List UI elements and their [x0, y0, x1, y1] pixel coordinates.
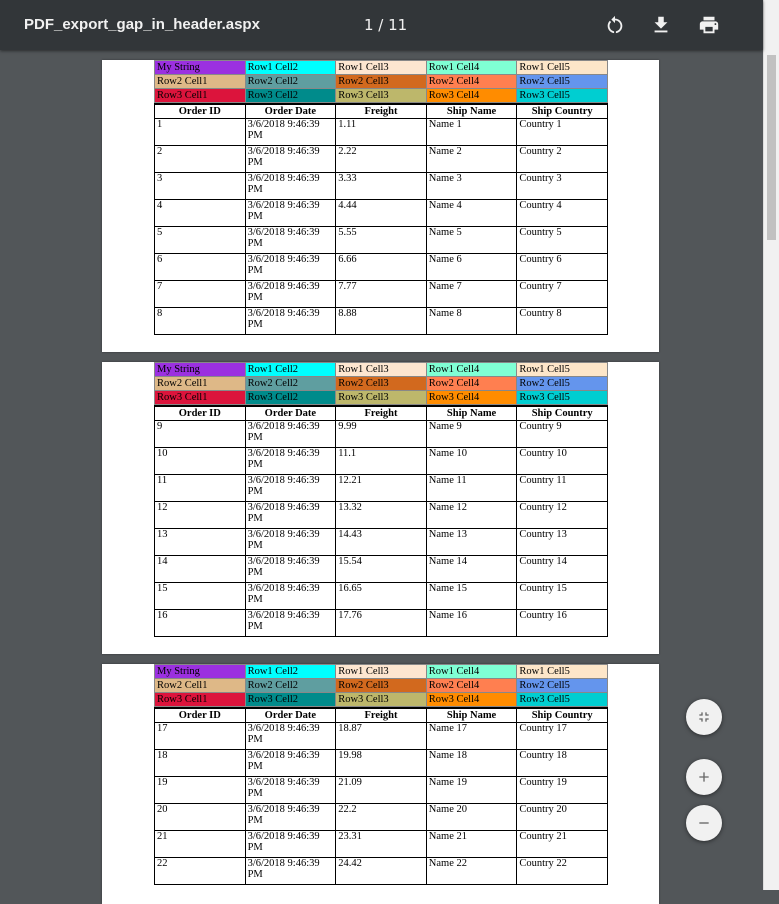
freight-cell: 3.33	[336, 173, 427, 200]
freight-cell: 12.21	[336, 475, 427, 502]
pdf-toolbar	[0, 0, 763, 50]
order-date-cell	[245, 200, 336, 227]
header-cell: Row2 Cell5	[517, 377, 608, 391]
order-date-ampm: PM	[247, 486, 263, 497]
ship-country-cell: Country 3	[517, 173, 608, 200]
ship-country-cell: Country 5	[517, 227, 608, 254]
order-id-cell: 12	[155, 502, 246, 529]
order-date-text: 3/6/2018 9:46:39	[247, 448, 320, 459]
ship-name-cell: Name 19	[426, 777, 517, 804]
ship-name-cell: Name 20	[426, 804, 517, 831]
freight-cell: 18.87	[336, 723, 427, 750]
ship-name-cell: Name 2	[426, 146, 517, 173]
header-cell: Row2 Cell3	[336, 679, 427, 693]
freight-cell: 23.31	[336, 831, 427, 858]
freight-cell: 7.77	[336, 281, 427, 308]
table-row	[155, 308, 608, 335]
order-id-cell: 4	[155, 200, 246, 227]
ship-country-cell: Country 13	[517, 529, 608, 556]
ship-country-cell: Country 10	[517, 448, 608, 475]
vertical-scrollbar[interactable]	[763, 0, 779, 890]
table-header-row	[155, 104, 608, 119]
fit-to-page-icon[interactable]	[686, 699, 722, 735]
order-date-cell	[245, 475, 336, 502]
ship-country-cell: Country 9	[517, 421, 608, 448]
order-date-ampm: PM	[247, 211, 263, 222]
order-date-cell	[245, 858, 336, 885]
ship-name-cell: Name 18	[426, 750, 517, 777]
table-row	[155, 448, 608, 475]
zoom-out-icon[interactable]	[686, 805, 722, 841]
order-date-ampm: PM	[247, 157, 263, 168]
freight-cell: 2.22	[336, 146, 427, 173]
ship-name-cell: Name 10	[426, 448, 517, 475]
header-row	[155, 665, 608, 679]
table-row	[155, 723, 608, 750]
order-date-ampm: PM	[247, 130, 263, 141]
order-date-cell	[245, 146, 336, 173]
header-cell: Row1 Cell4	[426, 665, 517, 679]
table-row	[155, 502, 608, 529]
header-cell: Row3 Cell2	[245, 693, 336, 707]
order-date-cell	[245, 502, 336, 529]
freight-cell: 15.54	[336, 556, 427, 583]
page-content	[154, 664, 608, 885]
order-id-cell: 8	[155, 308, 246, 335]
freight-cell: 16.65	[336, 583, 427, 610]
header-cell: Row1 Cell4	[426, 363, 517, 377]
colored-header-table	[154, 362, 608, 405]
order-date-text: 3/6/2018 9:46:39	[247, 831, 320, 842]
header-cell: Row1 Cell5	[517, 363, 608, 377]
ship-country-cell: Country 18	[517, 750, 608, 777]
ship-country-cell: Country 21	[517, 831, 608, 858]
order-date-text: 3/6/2018 9:46:39	[247, 281, 320, 292]
order-date-cell	[245, 723, 336, 750]
ship-country-cell: Country 4	[517, 200, 608, 227]
order-date-cell	[245, 421, 336, 448]
table-header-row	[155, 708, 608, 723]
table-row	[155, 475, 608, 502]
freight-cell: 5.55	[336, 227, 427, 254]
table-row	[155, 804, 608, 831]
table-row	[155, 831, 608, 858]
ship-name-cell: Name 4	[426, 200, 517, 227]
column-header: Order ID	[155, 708, 246, 723]
ship-country-cell: Country 17	[517, 723, 608, 750]
order-date-ampm: PM	[247, 265, 263, 276]
order-date-cell	[245, 529, 336, 556]
order-id-cell: 18	[155, 750, 246, 777]
order-date-ampm: PM	[247, 292, 263, 303]
orders-table	[154, 103, 608, 335]
freight-cell: 11.1	[336, 448, 427, 475]
order-id-cell: 1	[155, 119, 246, 146]
order-date-ampm: PM	[247, 815, 263, 826]
order-date-ampm: PM	[247, 238, 263, 249]
download-icon[interactable]	[650, 14, 672, 36]
ship-name-cell: Name 11	[426, 475, 517, 502]
freight-cell: 1.11	[336, 119, 427, 146]
header-cell: Row2 Cell2	[245, 679, 336, 693]
page-content	[154, 362, 608, 637]
print-icon[interactable]	[698, 14, 720, 36]
order-date-ampm: PM	[247, 459, 263, 470]
order-id-cell: 3	[155, 173, 246, 200]
table-row	[155, 281, 608, 308]
header-cell: My String	[155, 61, 246, 75]
table-row	[155, 529, 608, 556]
table-header-row	[155, 406, 608, 421]
header-cell: Row3 Cell5	[517, 89, 608, 103]
table-row	[155, 610, 608, 637]
orders-table	[154, 405, 608, 637]
table-row	[155, 777, 608, 804]
ship-name-cell: Name 5	[426, 227, 517, 254]
ship-name-cell: Name 14	[426, 556, 517, 583]
order-date-text: 3/6/2018 9:46:39	[247, 858, 320, 869]
order-date-cell	[245, 610, 336, 637]
order-date-text: 3/6/2018 9:46:39	[247, 777, 320, 788]
order-id-cell: 19	[155, 777, 246, 804]
order-date-cell	[245, 119, 336, 146]
order-date-text: 3/6/2018 9:46:39	[247, 173, 320, 184]
order-date-text: 3/6/2018 9:46:39	[247, 475, 320, 486]
header-cell: Row3 Cell5	[517, 391, 608, 405]
order-date-ampm: PM	[247, 540, 263, 551]
order-id-cell: 17	[155, 723, 246, 750]
ship-country-cell: Country 19	[517, 777, 608, 804]
order-date-text: 3/6/2018 9:46:39	[247, 529, 320, 540]
column-header: Order Date	[245, 708, 336, 723]
order-date-text: 3/6/2018 9:46:39	[247, 502, 320, 513]
header-cell: Row2 Cell3	[336, 75, 427, 89]
header-cell: Row2 Cell2	[245, 75, 336, 89]
ship-country-cell: Country 6	[517, 254, 608, 281]
pdf-page	[102, 664, 659, 904]
header-row	[155, 363, 608, 377]
colored-header-table	[154, 60, 608, 103]
order-id-cell: 16	[155, 610, 246, 637]
page-indicator: 1 / 11	[364, 16, 408, 34]
order-date-cell	[245, 308, 336, 335]
freight-cell: 8.88	[336, 308, 427, 335]
table-row	[155, 583, 608, 610]
ship-name-cell: Name 8	[426, 308, 517, 335]
header-cell: My String	[155, 665, 246, 679]
order-date-text: 3/6/2018 9:46:39	[247, 804, 320, 815]
scrollbar-thumb[interactable]	[767, 55, 776, 240]
table-row	[155, 146, 608, 173]
order-date-ampm: PM	[247, 842, 263, 853]
ship-name-cell: Name 6	[426, 254, 517, 281]
header-cell: Row1 Cell2	[245, 665, 336, 679]
order-date-ampm: PM	[247, 788, 263, 799]
order-date-cell	[245, 448, 336, 475]
freight-cell: 14.43	[336, 529, 427, 556]
ship-name-cell: Name 3	[426, 173, 517, 200]
header-cell: Row3 Cell3	[336, 89, 427, 103]
freight-cell: 9.99	[336, 421, 427, 448]
order-id-cell: 6	[155, 254, 246, 281]
freight-cell: 6.66	[336, 254, 427, 281]
header-row	[155, 75, 608, 89]
column-header: Freight	[336, 708, 427, 723]
column-header: Ship Name	[426, 708, 517, 723]
header-cell: Row2 Cell5	[517, 679, 608, 693]
ship-name-cell: Name 7	[426, 281, 517, 308]
ship-name-cell: Name 16	[426, 610, 517, 637]
column-header: Ship Name	[426, 406, 517, 421]
header-cell: Row1 Cell5	[517, 61, 608, 75]
header-cell: Row3 Cell3	[336, 693, 427, 707]
header-cell: Row3 Cell3	[336, 391, 427, 405]
header-row	[155, 679, 608, 693]
order-date-cell	[245, 750, 336, 777]
freight-cell: 21.09	[336, 777, 427, 804]
order-date-cell	[245, 173, 336, 200]
ship-country-cell: Country 22	[517, 858, 608, 885]
order-date-ampm: PM	[247, 319, 263, 330]
header-cell: Row3 Cell4	[426, 89, 517, 103]
order-date-text: 3/6/2018 9:46:39	[247, 227, 320, 238]
header-cell: Row2 Cell3	[336, 377, 427, 391]
order-date-ampm: PM	[247, 734, 263, 745]
header-cell: Row2 Cell4	[426, 75, 517, 89]
rotate-icon[interactable]	[604, 14, 626, 36]
column-header: Order Date	[245, 104, 336, 119]
header-cell: Row2 Cell5	[517, 75, 608, 89]
table-row	[155, 119, 608, 146]
ship-name-cell: Name 1	[426, 119, 517, 146]
ship-name-cell: Name 22	[426, 858, 517, 885]
ship-country-cell: Country 8	[517, 308, 608, 335]
table-row	[155, 254, 608, 281]
orders-table	[154, 707, 608, 885]
header-row	[155, 61, 608, 75]
order-date-text: 3/6/2018 9:46:39	[247, 308, 320, 319]
column-header: Freight	[336, 104, 427, 119]
order-id-cell: 5	[155, 227, 246, 254]
freight-cell: 4.44	[336, 200, 427, 227]
order-id-cell: 21	[155, 831, 246, 858]
column-header: Ship Country	[517, 406, 608, 421]
order-id-cell: 10	[155, 448, 246, 475]
table-row	[155, 750, 608, 777]
ship-country-cell: Country 7	[517, 281, 608, 308]
order-date-cell	[245, 281, 336, 308]
order-date-ampm: PM	[247, 567, 263, 578]
ship-country-cell: Country 15	[517, 583, 608, 610]
order-date-text: 3/6/2018 9:46:39	[247, 254, 320, 265]
order-date-cell	[245, 227, 336, 254]
header-cell: Row3 Cell2	[245, 89, 336, 103]
header-cell: Row2 Cell1	[155, 75, 246, 89]
header-cell: Row3 Cell1	[155, 89, 246, 103]
order-id-cell: 14	[155, 556, 246, 583]
column-header: Ship Country	[517, 104, 608, 119]
header-row	[155, 391, 608, 405]
order-date-text: 3/6/2018 9:46:39	[247, 556, 320, 567]
header-cell: Row2 Cell4	[426, 679, 517, 693]
order-date-ampm: PM	[247, 869, 263, 880]
ship-country-cell: Country 2	[517, 146, 608, 173]
order-date-text: 3/6/2018 9:46:39	[247, 583, 320, 594]
pdf-page	[102, 362, 659, 654]
ship-name-cell: Name 9	[426, 421, 517, 448]
order-date-cell	[245, 254, 336, 281]
header-row	[155, 377, 608, 391]
table-row	[155, 556, 608, 583]
pdf-page	[102, 60, 659, 352]
order-id-cell: 2	[155, 146, 246, 173]
order-date-cell	[245, 583, 336, 610]
header-cell: My String	[155, 363, 246, 377]
header-cell: Row3 Cell1	[155, 391, 246, 405]
table-row	[155, 200, 608, 227]
order-date-cell	[245, 804, 336, 831]
order-id-cell: 7	[155, 281, 246, 308]
header-cell: Row1 Cell3	[336, 363, 427, 377]
ship-name-cell: Name 13	[426, 529, 517, 556]
colored-header-table	[154, 664, 608, 707]
header-cell: Row1 Cell4	[426, 61, 517, 75]
order-date-ampm: PM	[247, 432, 263, 443]
order-date-ampm: PM	[247, 184, 263, 195]
document-title: PDF_export_gap_in_header.aspx	[24, 16, 260, 33]
freight-cell: 24.42	[336, 858, 427, 885]
table-row	[155, 858, 608, 885]
ship-country-cell: Country 16	[517, 610, 608, 637]
header-cell: Row2 Cell4	[426, 377, 517, 391]
order-id-cell: 13	[155, 529, 246, 556]
header-cell: Row1 Cell2	[245, 363, 336, 377]
freight-cell: 13.32	[336, 502, 427, 529]
ship-name-cell: Name 12	[426, 502, 517, 529]
order-date-cell	[245, 777, 336, 804]
header-cell: Row3 Cell2	[245, 391, 336, 405]
order-date-ampm: PM	[247, 761, 263, 772]
header-cell: Row1 Cell2	[245, 61, 336, 75]
order-date-ampm: PM	[247, 594, 263, 605]
ship-name-cell: Name 17	[426, 723, 517, 750]
order-date-text: 3/6/2018 9:46:39	[247, 750, 320, 761]
header-cell: Row1 Cell3	[336, 665, 427, 679]
zoom-in-icon[interactable]	[686, 759, 722, 795]
order-date-ampm: PM	[247, 513, 263, 524]
order-date-text: 3/6/2018 9:46:39	[247, 119, 320, 130]
order-date-ampm: PM	[247, 621, 263, 632]
header-cell: Row2 Cell1	[155, 377, 246, 391]
freight-cell: 17.76	[336, 610, 427, 637]
order-id-cell: 15	[155, 583, 246, 610]
header-cell: Row3 Cell5	[517, 693, 608, 707]
order-id-cell: 9	[155, 421, 246, 448]
table-row	[155, 421, 608, 448]
ship-country-cell: Country 14	[517, 556, 608, 583]
order-date-text: 3/6/2018 9:46:39	[247, 200, 320, 211]
header-cell: Row2 Cell1	[155, 679, 246, 693]
header-cell: Row3 Cell1	[155, 693, 246, 707]
column-header: Order Date	[245, 406, 336, 421]
ship-country-cell: Country 11	[517, 475, 608, 502]
header-cell: Row3 Cell4	[426, 693, 517, 707]
header-cell: Row3 Cell4	[426, 391, 517, 405]
column-header: Order ID	[155, 406, 246, 421]
order-date-text: 3/6/2018 9:46:39	[247, 723, 320, 734]
freight-cell: 19.98	[336, 750, 427, 777]
order-id-cell: 11	[155, 475, 246, 502]
table-row	[155, 173, 608, 200]
order-date-text: 3/6/2018 9:46:39	[247, 610, 320, 621]
ship-country-cell: Country 12	[517, 502, 608, 529]
ship-name-cell: Name 21	[426, 831, 517, 858]
header-row	[155, 89, 608, 103]
header-cell: Row1 Cell5	[517, 665, 608, 679]
order-date-text: 3/6/2018 9:46:39	[247, 146, 320, 157]
column-header: Ship Name	[426, 104, 517, 119]
header-cell: Row2 Cell2	[245, 377, 336, 391]
ship-country-cell: Country 20	[517, 804, 608, 831]
column-header: Order ID	[155, 104, 246, 119]
ship-country-cell: Country 1	[517, 119, 608, 146]
order-date-text: 3/6/2018 9:46:39	[247, 421, 320, 432]
column-header: Ship Country	[517, 708, 608, 723]
order-date-cell	[245, 556, 336, 583]
table-row	[155, 227, 608, 254]
order-id-cell: 20	[155, 804, 246, 831]
column-header: Freight	[336, 406, 427, 421]
header-row	[155, 693, 608, 707]
page-content	[154, 60, 608, 335]
freight-cell: 22.2	[336, 804, 427, 831]
order-id-cell: 22	[155, 858, 246, 885]
order-date-cell	[245, 831, 336, 858]
header-cell: Row1 Cell3	[336, 61, 427, 75]
ship-name-cell: Name 15	[426, 583, 517, 610]
